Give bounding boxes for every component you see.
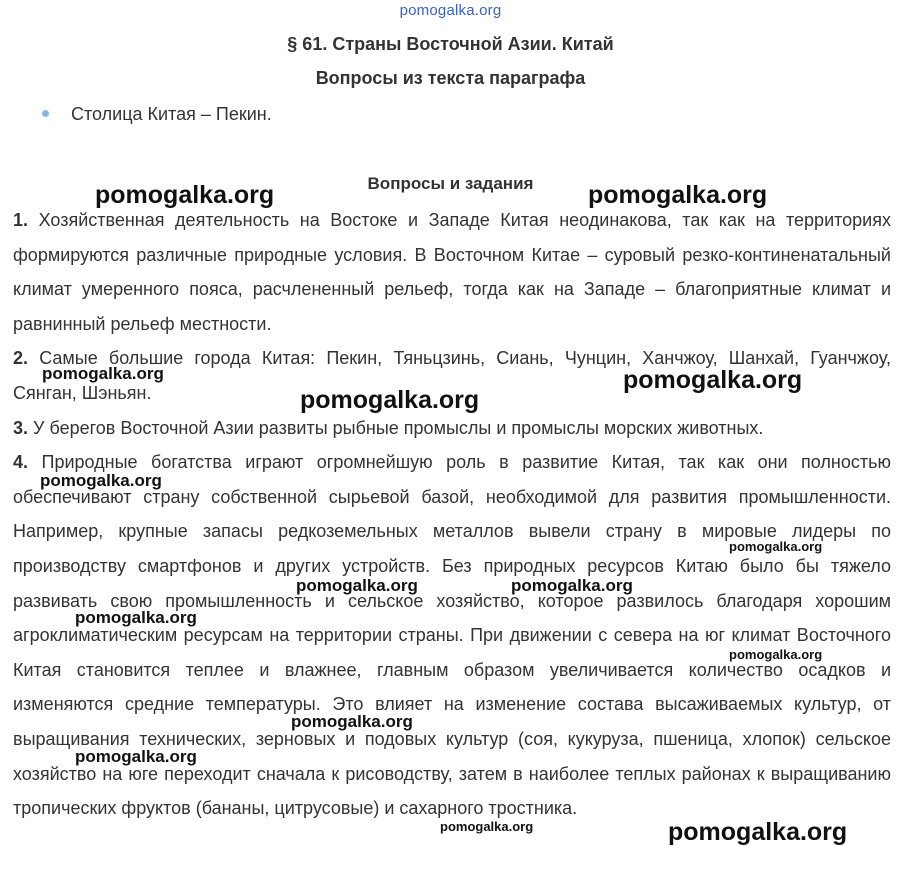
answer-text: У берегов Восточной Азии развиты рыбные промыслы и промыслы морских животных. bbox=[33, 417, 764, 438]
bullet-item bbox=[42, 104, 272, 125]
watermark: pomogalka.org bbox=[440, 819, 534, 834]
page-title: § 61. Страны Восточной Азии. Китай bbox=[287, 34, 614, 54]
answer-text: Природные богатства играют огромнейшую роль в развитие Китая, так как они полностью обеспечивают страну собственной сырьевой базой, необходимой для развития промышленности. Например, крупные запасы редкоземельных металлов вывели страну в мировые лидеры по производству смартфонов и других устройств. Без природных ресурсов Китаю было бы тяжело развивать свою промышленность и сельское хозяйство, которое развилось благодаря хорошим агроклиматическим ресурсам на территории страны. При движении с севера на юг климат Восточного Китая становится теплее и влажнее, главным образом увеличивается количество осадков и изменяются средние температуры. Это влияет на изменение состава высаживаемых культур, от выращивания технических, зерновых и подовых культур (соя, кукуруза, пшеница, хлопок) сельское хозяйство на юге переходит сначала к рисоводству, затем в наиболее теплых районах к выращиванию тропических фруктов (бананы, цитрусовые) и сахарного тростника. bbox=[13, 452, 891, 819]
watermark: pomogalka.org bbox=[75, 608, 197, 627]
watermark: pomogalka.org bbox=[291, 712, 413, 731]
answer-number: 1. bbox=[13, 210, 29, 230]
watermark: pomogalka.org bbox=[588, 181, 768, 209]
watermark: pomogalka.org bbox=[40, 471, 162, 490]
bullet-text: Столица Китая – Пекин. bbox=[71, 104, 272, 124]
answer-text: Самые большие города Китая: Пекин, Тяньцзинь, Сиань, Чунцин, Ханчжоу, Шанхай, Гуанчжоу, Сянган, Шэньян. bbox=[13, 348, 891, 403]
answer-3 bbox=[13, 411, 891, 446]
bullet-dot-icon bbox=[42, 110, 49, 117]
watermark: pomogalka.org bbox=[42, 364, 164, 383]
answer-number: 2. bbox=[13, 348, 29, 369]
answers-body bbox=[13, 203, 891, 826]
watermark: pomogalka.org bbox=[668, 818, 848, 846]
page-subtitle: Вопросы из текста параграфа bbox=[315, 68, 586, 88]
answer-4 bbox=[13, 445, 891, 826]
answer-number: 3. bbox=[13, 417, 29, 438]
answer-number: 4. bbox=[13, 452, 29, 473]
watermark: pomogalka.org bbox=[729, 539, 823, 554]
watermark-top: pomogalka.org bbox=[399, 2, 502, 19]
watermark: pomogalka.org bbox=[511, 576, 633, 595]
watermark: pomogalka.org bbox=[296, 576, 418, 595]
watermark: pomogalka.org bbox=[729, 647, 823, 662]
section-heading: Вопросы и задания bbox=[367, 174, 534, 193]
answer-text: Хозяйственная деятельность на Востоке и Западе Китая неодинакова, так как на территориях формируются различные природные условия. В Восточном Китае – суровый резко-континенатальный климат умеренного пояса, расчлененный рельеф, тогда как на Западе – благоприятные климат и равнинный рельеф местности. bbox=[13, 210, 891, 334]
watermark: pomogalka.org bbox=[95, 181, 275, 209]
watermark: pomogalka.org bbox=[300, 386, 480, 414]
answer-1 bbox=[13, 203, 891, 341]
watermark: pomogalka.org bbox=[75, 747, 197, 766]
watermark: pomogalka.org bbox=[623, 366, 803, 394]
